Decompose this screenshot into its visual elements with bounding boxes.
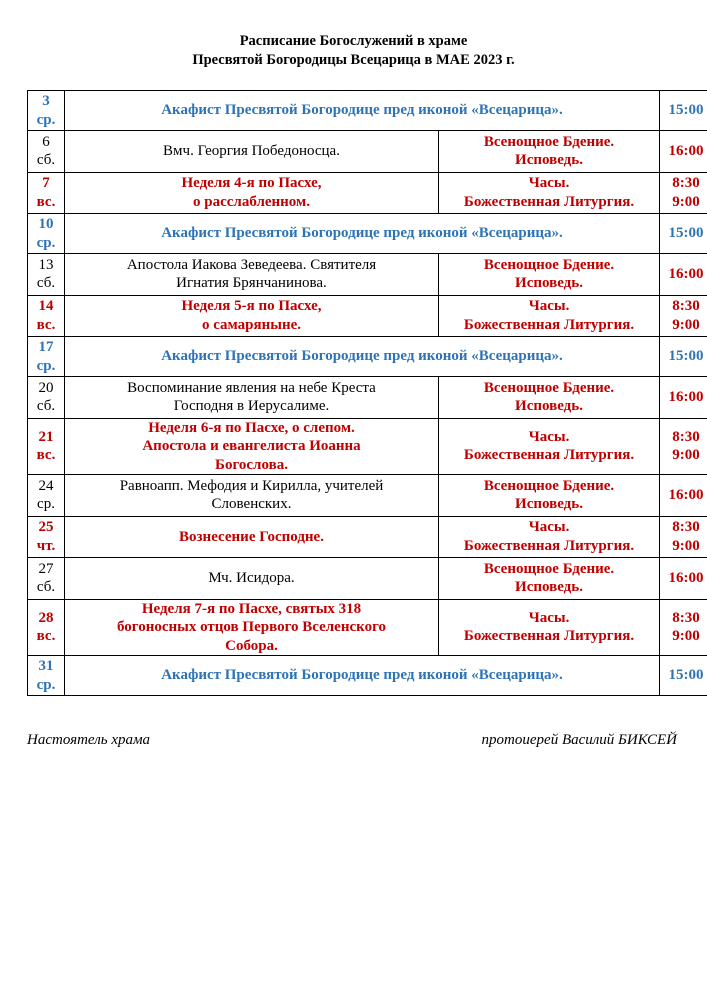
row-day: 24 <box>38 477 54 494</box>
row-time <box>660 599 707 656</box>
row-day: 3 <box>42 93 50 109</box>
row-service <box>439 475 660 517</box>
schedule-row <box>28 295 707 337</box>
row-service <box>439 295 660 337</box>
row-date <box>28 475 65 517</box>
row-time: 16:00 <box>660 377 707 419</box>
schedule-row <box>28 254 707 296</box>
title-line-1: Расписание Богослужений в храме <box>239 33 468 49</box>
row-time <box>660 418 707 475</box>
row-time: 16:00 <box>660 254 707 296</box>
row-weekday: ср. <box>36 357 56 374</box>
row-weekday: вс. <box>36 316 56 333</box>
row-date <box>28 254 65 296</box>
row-description: Акафист Пресвятой Богородице пред иконой «Всецарица». <box>65 337 660 377</box>
row-day: 27 <box>38 560 54 577</box>
row-date <box>28 131 65 173</box>
row-weekday: сб. <box>36 579 56 596</box>
schedule-table <box>27 90 707 696</box>
footer-rector-name: протоиерей Василий БИКСЕЙ <box>481 732 677 748</box>
row-day: 25 <box>38 519 54 536</box>
row-date <box>28 599 65 656</box>
row-time-line: 8:30 <box>672 175 700 192</box>
row-weekday: сб. <box>36 275 56 292</box>
title-line-2: Пресвятой Богородицы Всецарица в МАЕ 2023 г. <box>192 52 515 68</box>
row-description: Вмч. Георгия Победоносца. <box>65 131 439 173</box>
row-service-line: Часы. <box>528 519 570 536</box>
row-service <box>439 377 660 419</box>
row-weekday: вс. <box>36 193 56 210</box>
row-service-line: Исповедь. <box>515 152 583 169</box>
row-weekday: вс. <box>36 628 56 645</box>
row-service-line: Часы. <box>528 428 570 445</box>
footer-rector-label: Настоятель храма <box>27 732 151 748</box>
row-service <box>439 599 660 656</box>
row-service-line: Всенощное Бдение. <box>483 133 615 150</box>
schedule-body <box>28 91 707 696</box>
row-date <box>28 337 65 377</box>
row-description: Акафист Пресвятой Богородице пред иконой «Всецарица». <box>65 91 660 131</box>
row-time <box>660 516 707 558</box>
row-weekday: ср. <box>36 676 56 693</box>
schedule-row <box>28 337 707 377</box>
row-weekday: ср. <box>36 111 56 128</box>
row-service-line: Часы. <box>528 298 570 315</box>
row-description: Равноапп. Мефодия и Кирилла, учителей Словенских. <box>65 475 439 517</box>
row-service-line: Всенощное Бдение. <box>483 477 615 494</box>
row-time-line: 8:30 <box>672 519 700 536</box>
row-time-line: 9:00 <box>672 447 700 464</box>
row-weekday: чт. <box>36 537 56 554</box>
row-date <box>28 418 65 475</box>
schedule-row <box>28 214 707 254</box>
row-weekday: ср. <box>36 234 56 251</box>
row-day: 10 <box>38 216 54 232</box>
schedule-row <box>28 475 707 517</box>
row-description: Неделя 6-я по Пасхе, о слепом. Апостола и евангелиста Иоанна Богослова. <box>65 418 439 475</box>
row-day: 7 <box>42 175 50 192</box>
row-time-line: 8:30 <box>672 609 700 626</box>
row-time: 16:00 <box>660 131 707 173</box>
schedule-row <box>28 418 707 475</box>
row-service-line: Божественная Литургия. <box>463 193 635 210</box>
row-service-line: Исповедь. <box>515 496 583 513</box>
schedule-row <box>28 599 707 656</box>
schedule-row <box>28 131 707 173</box>
row-service-line: Божественная Литургия. <box>463 447 635 464</box>
document-title <box>0 32 707 70</box>
row-service <box>439 418 660 475</box>
row-date <box>28 214 65 254</box>
row-time-line: 9:00 <box>672 193 700 210</box>
row-service-line: Божественная Литургия. <box>463 537 635 554</box>
row-day: 14 <box>38 298 54 315</box>
row-time: 15:00 <box>660 656 707 696</box>
row-time: 15:00 <box>660 337 707 377</box>
row-date <box>28 377 65 419</box>
row-service-line: Исповедь. <box>515 275 583 292</box>
row-time-line: 9:00 <box>672 316 700 333</box>
row-description: Мч. Исидора. <box>65 558 439 600</box>
schedule-row <box>28 516 707 558</box>
row-description: Неделя 5-я по Пасхе, о самаряныне. <box>65 295 439 337</box>
schedule-row <box>28 558 707 600</box>
row-service-line: Часы. <box>528 609 570 626</box>
row-service <box>439 254 660 296</box>
row-service-line: Божественная Литургия. <box>463 316 635 333</box>
row-date <box>28 656 65 696</box>
row-time-line: 9:00 <box>672 628 700 645</box>
row-date <box>28 516 65 558</box>
row-time-line: 9:00 <box>672 537 700 554</box>
row-service <box>439 172 660 214</box>
row-weekday: сб. <box>36 398 56 415</box>
row-day: 21 <box>38 428 54 445</box>
row-description: Акафист Пресвятой Богородице пред иконой «Всецарица». <box>65 656 660 696</box>
row-date <box>28 295 65 337</box>
row-weekday: сб. <box>36 152 56 169</box>
schedule-row <box>28 172 707 214</box>
row-service-line: Всенощное Бдение. <box>483 256 615 273</box>
row-service <box>439 516 660 558</box>
row-service <box>439 131 660 173</box>
row-service-line: Исповедь. <box>515 579 583 596</box>
row-weekday: вс. <box>36 447 56 464</box>
row-day: 17 <box>38 339 54 355</box>
row-description: Воспоминание явления на небе Креста Господня в Иерусалиме. <box>65 377 439 419</box>
row-description: Апостола Иакова Зеведеева. Святителя Игнатия Брянчанинова. <box>65 254 439 296</box>
row-day: 28 <box>38 609 54 626</box>
row-service-line: Часы. <box>528 175 570 192</box>
row-time: 15:00 <box>660 91 707 131</box>
row-day: 31 <box>38 658 54 674</box>
schedule-row <box>28 91 707 131</box>
row-description: Неделя 7-я по Пасхе, святых 318 богоносных отцов Первого Вселенского Собора. <box>65 599 439 656</box>
row-service-line: Всенощное Бдение. <box>483 379 615 396</box>
row-service-line: Всенощное Бдение. <box>483 560 615 577</box>
row-description: Неделя 4-я по Пасхе, о расслабленном. <box>65 172 439 214</box>
row-time <box>660 295 707 337</box>
row-time <box>660 172 707 214</box>
row-service-line: Божественная Литургия. <box>463 628 635 645</box>
row-weekday: ср. <box>37 496 55 513</box>
row-description: Вознесение Господне. <box>65 516 439 558</box>
row-date <box>28 91 65 131</box>
row-service-line: Исповедь. <box>515 398 583 415</box>
row-day: 6 <box>42 133 50 150</box>
row-time-line: 8:30 <box>672 428 700 445</box>
row-time: 16:00 <box>660 558 707 600</box>
row-time: 16:00 <box>660 475 707 517</box>
row-date <box>28 558 65 600</box>
row-time: 15:00 <box>660 214 707 254</box>
row-description: Акафист Пресвятой Богородице пред иконой «Всецарица». <box>65 214 660 254</box>
row-day: 20 <box>38 379 54 396</box>
schedule-row <box>28 377 707 419</box>
row-date <box>28 172 65 214</box>
row-service <box>439 558 660 600</box>
schedule-row <box>28 656 707 696</box>
row-time-line: 8:30 <box>672 298 700 315</box>
row-day: 13 <box>38 256 54 273</box>
